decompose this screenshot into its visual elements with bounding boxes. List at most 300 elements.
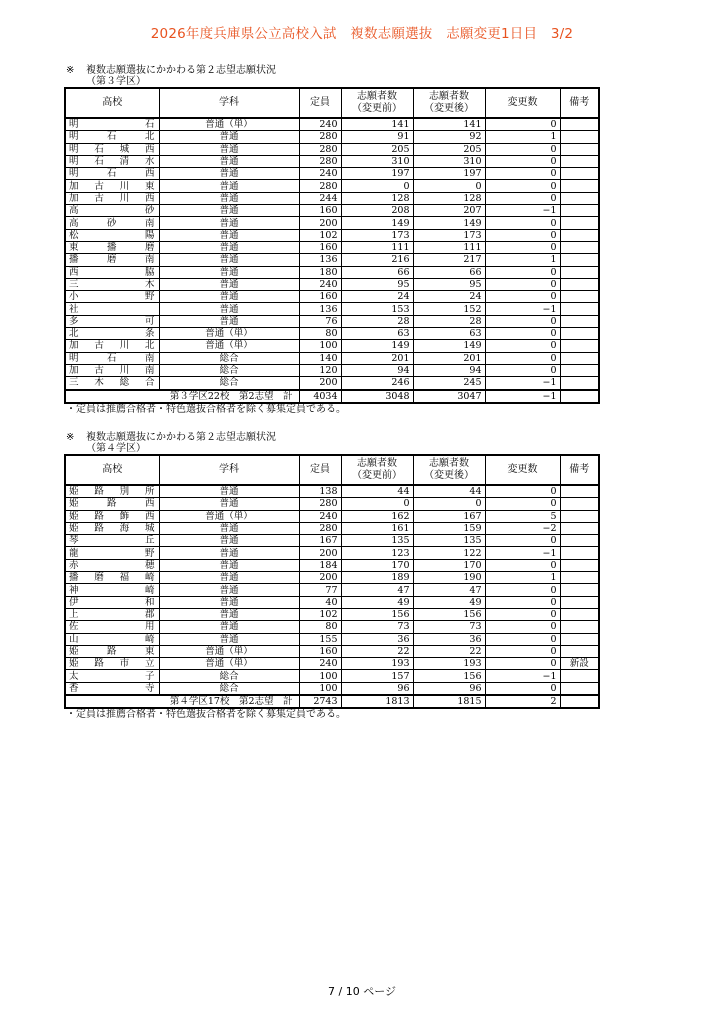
capacity-value: 102 bbox=[299, 229, 341, 241]
school-name: 姫路別所 bbox=[65, 485, 159, 498]
table-row bbox=[65, 498, 599, 510]
total-label: 第３学区22校 第2志望 計 bbox=[65, 390, 299, 403]
after-value: 111 bbox=[413, 241, 485, 253]
total-after: 3047 bbox=[413, 390, 485, 403]
note-mark: ※ bbox=[66, 432, 75, 443]
note-value bbox=[560, 682, 599, 695]
capacity-value: 200 bbox=[299, 572, 341, 584]
before-value: 153 bbox=[341, 303, 413, 315]
column-after-line2: （変更後） bbox=[424, 103, 474, 114]
after-value: 167 bbox=[413, 510, 485, 522]
school-name: 龍野 bbox=[65, 547, 159, 559]
course-name: 普通（単） bbox=[159, 645, 299, 657]
change-value: 0 bbox=[485, 217, 560, 229]
change-value: 0 bbox=[485, 192, 560, 204]
note-value bbox=[560, 510, 599, 522]
school-name: 明石南 bbox=[65, 352, 159, 364]
school-name: 明石西 bbox=[65, 168, 159, 180]
after-value: 159 bbox=[413, 522, 485, 534]
total-change: 2 bbox=[485, 695, 560, 708]
note-value bbox=[560, 547, 599, 559]
after-value: 0 bbox=[413, 180, 485, 192]
note-value bbox=[560, 254, 599, 266]
course-name: 普通（単） bbox=[159, 340, 299, 352]
table-row bbox=[65, 682, 599, 695]
table-row bbox=[65, 155, 599, 167]
column-before-line2: （変更前） bbox=[352, 470, 402, 481]
change-value: −1 bbox=[485, 205, 560, 217]
course-name: 普通 bbox=[159, 131, 299, 143]
change-value: 0 bbox=[485, 155, 560, 167]
change-value: −2 bbox=[485, 522, 560, 534]
course-name: 普通 bbox=[159, 535, 299, 547]
after-value: 28 bbox=[413, 315, 485, 327]
before-value: 141 bbox=[341, 118, 413, 131]
total-row bbox=[65, 695, 599, 708]
before-value: 96 bbox=[341, 682, 413, 695]
header-row bbox=[65, 88, 599, 118]
change-value: 0 bbox=[485, 278, 560, 290]
total-note bbox=[560, 390, 599, 403]
before-value: 208 bbox=[341, 205, 413, 217]
school-name: 明石城西 bbox=[65, 143, 159, 155]
course-name: 普通 bbox=[159, 192, 299, 204]
note-value bbox=[560, 608, 599, 620]
after-value: 63 bbox=[413, 328, 485, 340]
change-value: 0 bbox=[485, 340, 560, 352]
note-value bbox=[560, 498, 599, 510]
after-value: 156 bbox=[413, 608, 485, 620]
school-name: 播磨南 bbox=[65, 254, 159, 266]
column-note: 備考 bbox=[560, 455, 599, 485]
after-value: 245 bbox=[413, 377, 485, 390]
column-after-line2: （変更後） bbox=[424, 470, 474, 481]
capacity-value: 76 bbox=[299, 315, 341, 327]
capacity-value: 136 bbox=[299, 303, 341, 315]
column-change: 変更数 bbox=[485, 455, 560, 485]
table-row bbox=[65, 559, 599, 571]
column-change: 変更数 bbox=[485, 88, 560, 118]
table-body bbox=[65, 485, 599, 708]
before-value: 0 bbox=[341, 180, 413, 192]
capacity-value: 138 bbox=[299, 485, 341, 498]
capacity-value: 160 bbox=[299, 291, 341, 303]
capacity-value: 140 bbox=[299, 352, 341, 364]
table-row bbox=[65, 180, 599, 192]
capacity-value: 155 bbox=[299, 633, 341, 645]
before-value: 149 bbox=[341, 217, 413, 229]
course-name: 普通 bbox=[159, 572, 299, 584]
note-value bbox=[560, 303, 599, 315]
capacity-value: 280 bbox=[299, 143, 341, 155]
after-value: 24 bbox=[413, 291, 485, 303]
course-name: 普通 bbox=[159, 180, 299, 192]
school-name: 姫路市立 bbox=[65, 658, 159, 670]
after-value: 66 bbox=[413, 266, 485, 278]
capacity-value: 167 bbox=[299, 535, 341, 547]
capacity-value: 100 bbox=[299, 670, 341, 682]
after-value: 94 bbox=[413, 364, 485, 376]
total-after: 1815 bbox=[413, 695, 485, 708]
total-capacity: 2743 bbox=[299, 695, 341, 708]
change-value: 0 bbox=[485, 143, 560, 155]
table-row bbox=[65, 377, 599, 390]
note-value bbox=[560, 168, 599, 180]
table-row bbox=[65, 584, 599, 596]
table-row bbox=[65, 621, 599, 633]
after-value: 135 bbox=[413, 535, 485, 547]
capacity-value: 280 bbox=[299, 155, 341, 167]
note-value bbox=[560, 535, 599, 547]
note-value bbox=[560, 377, 599, 390]
column-before-line2: （変更前） bbox=[352, 103, 402, 114]
applicants-table bbox=[64, 87, 600, 404]
column-school: 高校 bbox=[65, 455, 159, 485]
change-value: −1 bbox=[485, 670, 560, 682]
course-name: 総合 bbox=[159, 377, 299, 390]
total-before: 1813 bbox=[341, 695, 413, 708]
capacity-value: 136 bbox=[299, 254, 341, 266]
course-name: 普通 bbox=[159, 315, 299, 327]
total-before: 3048 bbox=[341, 390, 413, 403]
before-value: 246 bbox=[341, 377, 413, 390]
after-value: 201 bbox=[413, 352, 485, 364]
after-value: 170 bbox=[413, 559, 485, 571]
school-name: 松陽 bbox=[65, 229, 159, 241]
school-name: 高砂 bbox=[65, 205, 159, 217]
change-value: 1 bbox=[485, 131, 560, 143]
note-value bbox=[560, 131, 599, 143]
capacity-value: 80 bbox=[299, 328, 341, 340]
school-name: 東播磨 bbox=[65, 241, 159, 253]
table-row bbox=[65, 608, 599, 620]
column-before-line1: 志願者数 bbox=[357, 91, 397, 102]
after-value: 22 bbox=[413, 645, 485, 657]
note-value bbox=[560, 180, 599, 192]
applicants-table bbox=[64, 454, 600, 709]
school-name: 三木 bbox=[65, 278, 159, 290]
after-value: 122 bbox=[413, 547, 485, 559]
table-row bbox=[65, 303, 599, 315]
after-value: 190 bbox=[413, 572, 485, 584]
note-value bbox=[560, 205, 599, 217]
course-name: 普通 bbox=[159, 143, 299, 155]
table-row bbox=[65, 131, 599, 143]
change-value: 0 bbox=[485, 328, 560, 340]
capacity-value: 77 bbox=[299, 584, 341, 596]
table-row bbox=[65, 143, 599, 155]
after-value: 95 bbox=[413, 278, 485, 290]
after-value: 49 bbox=[413, 596, 485, 608]
table-row bbox=[65, 596, 599, 608]
page-number: 7 / 10 ページ bbox=[328, 985, 396, 998]
note-mark: ※ bbox=[66, 65, 75, 76]
before-value: 63 bbox=[341, 328, 413, 340]
school-name: 高砂南 bbox=[65, 217, 159, 229]
before-value: 73 bbox=[341, 621, 413, 633]
after-value: 205 bbox=[413, 143, 485, 155]
school-name: 佐用 bbox=[65, 621, 159, 633]
course-name: 普通 bbox=[159, 303, 299, 315]
capacity-value: 240 bbox=[299, 118, 341, 131]
table-row bbox=[65, 352, 599, 364]
course-name: 普通 bbox=[159, 168, 299, 180]
capacity-value: 80 bbox=[299, 621, 341, 633]
table-row bbox=[65, 266, 599, 278]
total-capacity: 4034 bbox=[299, 390, 341, 403]
after-value: 156 bbox=[413, 670, 485, 682]
capacity-value: 280 bbox=[299, 180, 341, 192]
change-value: 0 bbox=[485, 535, 560, 547]
note-value bbox=[560, 572, 599, 584]
change-value: 1 bbox=[485, 572, 560, 584]
capacity-value: 200 bbox=[299, 547, 341, 559]
table-row bbox=[65, 118, 599, 131]
capacity-value: 40 bbox=[299, 596, 341, 608]
after-value: 149 bbox=[413, 340, 485, 352]
column-after-line1: 志願者数 bbox=[429, 458, 469, 469]
table-row bbox=[65, 328, 599, 340]
note-value bbox=[560, 155, 599, 167]
note-value bbox=[560, 291, 599, 303]
note-value bbox=[560, 485, 599, 498]
table-row bbox=[65, 168, 599, 180]
before-value: 201 bbox=[341, 352, 413, 364]
change-value: 0 bbox=[485, 559, 560, 571]
note-value bbox=[560, 364, 599, 376]
district-subtitle: （第３学区） bbox=[86, 75, 146, 87]
school-name: 琴丘 bbox=[65, 535, 159, 547]
before-value: 28 bbox=[341, 315, 413, 327]
school-name: 西脇 bbox=[65, 266, 159, 278]
course-name: 普通（単） bbox=[159, 510, 299, 522]
note-value bbox=[560, 584, 599, 596]
school-name: 加古川西 bbox=[65, 192, 159, 204]
note-value bbox=[560, 143, 599, 155]
change-value: 0 bbox=[485, 682, 560, 695]
after-value: 47 bbox=[413, 584, 485, 596]
before-value: 173 bbox=[341, 229, 413, 241]
before-value: 157 bbox=[341, 670, 413, 682]
column-before bbox=[341, 455, 413, 485]
column-course: 学科 bbox=[159, 455, 299, 485]
course-name: 普通 bbox=[159, 217, 299, 229]
table-row bbox=[65, 633, 599, 645]
before-value: 94 bbox=[341, 364, 413, 376]
table-row bbox=[65, 670, 599, 682]
change-value: 0 bbox=[485, 291, 560, 303]
course-name: 普通 bbox=[159, 596, 299, 608]
table-row bbox=[65, 340, 599, 352]
school-name: 姫路海城 bbox=[65, 522, 159, 534]
note-value bbox=[560, 328, 599, 340]
capacity-value: 100 bbox=[299, 682, 341, 695]
change-value: 1 bbox=[485, 254, 560, 266]
after-value: 149 bbox=[413, 217, 485, 229]
before-value: 170 bbox=[341, 559, 413, 571]
change-value: 5 bbox=[485, 510, 560, 522]
school-name: 姫路飾西 bbox=[65, 510, 159, 522]
school-name: 明石 bbox=[65, 118, 159, 131]
capacity-value: 180 bbox=[299, 266, 341, 278]
before-value: 24 bbox=[341, 291, 413, 303]
after-value: 152 bbox=[413, 303, 485, 315]
table-row bbox=[65, 485, 599, 498]
capacity-value: 240 bbox=[299, 658, 341, 670]
note-value bbox=[560, 621, 599, 633]
capacity-value: 240 bbox=[299, 278, 341, 290]
district-3-section bbox=[64, 66, 598, 416]
column-note: 備考 bbox=[560, 88, 599, 118]
school-name: 多可 bbox=[65, 315, 159, 327]
section-note bbox=[64, 66, 598, 77]
after-value: 207 bbox=[413, 205, 485, 217]
before-value: 197 bbox=[341, 168, 413, 180]
change-value: 0 bbox=[485, 364, 560, 376]
table-row bbox=[65, 217, 599, 229]
course-name: 普通 bbox=[159, 621, 299, 633]
capacity-value: 240 bbox=[299, 510, 341, 522]
capacity-value: 160 bbox=[299, 645, 341, 657]
column-after bbox=[413, 455, 485, 485]
table-row bbox=[65, 364, 599, 376]
note-value bbox=[560, 340, 599, 352]
school-name: 北条 bbox=[65, 328, 159, 340]
course-name: 普通（単） bbox=[159, 118, 299, 131]
course-name: 総合 bbox=[159, 352, 299, 364]
change-value: 0 bbox=[485, 596, 560, 608]
header-row bbox=[65, 455, 599, 485]
school-name: 三木総合 bbox=[65, 377, 159, 390]
change-value: 0 bbox=[485, 352, 560, 364]
table-row bbox=[65, 192, 599, 204]
table-row bbox=[65, 510, 599, 522]
table-row bbox=[65, 572, 599, 584]
after-value: 44 bbox=[413, 485, 485, 498]
before-value: 49 bbox=[341, 596, 413, 608]
note-value bbox=[560, 596, 599, 608]
total-row bbox=[65, 390, 599, 403]
before-value: 91 bbox=[341, 131, 413, 143]
capacity-value: 280 bbox=[299, 131, 341, 143]
change-value: 0 bbox=[485, 621, 560, 633]
school-name: 山崎 bbox=[65, 633, 159, 645]
note-value bbox=[560, 217, 599, 229]
course-name: 普通 bbox=[159, 498, 299, 510]
course-name: 普通 bbox=[159, 254, 299, 266]
note-value bbox=[560, 241, 599, 253]
school-name: 姫路西 bbox=[65, 498, 159, 510]
after-value: 36 bbox=[413, 633, 485, 645]
before-value: 66 bbox=[341, 266, 413, 278]
before-value: 205 bbox=[341, 143, 413, 155]
section-note bbox=[64, 433, 598, 444]
table-header bbox=[65, 455, 599, 485]
change-value: 0 bbox=[485, 633, 560, 645]
capacity-value: 100 bbox=[299, 340, 341, 352]
before-value: 44 bbox=[341, 485, 413, 498]
before-value: 149 bbox=[341, 340, 413, 352]
after-value: 173 bbox=[413, 229, 485, 241]
page-title: 2026年度兵庫県公立高校入試 複数志願選抜 志願変更1日目 3/2 bbox=[150, 26, 574, 42]
capacity-value: 120 bbox=[299, 364, 341, 376]
school-name: 姫路東 bbox=[65, 645, 159, 657]
note-value bbox=[560, 192, 599, 204]
capacity-value: 280 bbox=[299, 522, 341, 534]
course-name: 普通 bbox=[159, 266, 299, 278]
table-body bbox=[65, 118, 599, 403]
course-name: 普通 bbox=[159, 522, 299, 534]
after-value: 141 bbox=[413, 118, 485, 131]
capacity-value: 160 bbox=[299, 241, 341, 253]
capacity-value: 200 bbox=[299, 377, 341, 390]
change-value: 0 bbox=[485, 498, 560, 510]
before-value: 156 bbox=[341, 608, 413, 620]
change-value: 0 bbox=[485, 229, 560, 241]
before-value: 111 bbox=[341, 241, 413, 253]
district-subtitle: （第４学区） bbox=[86, 442, 146, 454]
section-note-text: 複数志願選抜にかかわる第２志望志願状況 bbox=[86, 65, 276, 76]
course-name: 普通 bbox=[159, 547, 299, 559]
course-name: 普通 bbox=[159, 155, 299, 167]
column-before-line1: 志願者数 bbox=[357, 458, 397, 469]
course-name: 普通 bbox=[159, 205, 299, 217]
before-value: 95 bbox=[341, 278, 413, 290]
note-value bbox=[560, 670, 599, 682]
school-name: 明石北 bbox=[65, 131, 159, 143]
before-value: 22 bbox=[341, 645, 413, 657]
after-value: 128 bbox=[413, 192, 485, 204]
course-name: 普通 bbox=[159, 485, 299, 498]
footnote: ・定員は推薦合格者・特色選抜合格者を除く募集定員である。 bbox=[66, 403, 346, 415]
change-value: 0 bbox=[485, 118, 560, 131]
table-header bbox=[65, 88, 599, 118]
section-note-text: 複数志願選抜にかかわる第２志望志願状況 bbox=[86, 432, 276, 443]
note-value bbox=[560, 559, 599, 571]
course-name: 総合 bbox=[159, 670, 299, 682]
before-value: 135 bbox=[341, 535, 413, 547]
change-value: −1 bbox=[485, 547, 560, 559]
course-name: 普通（単） bbox=[159, 328, 299, 340]
capacity-value: 160 bbox=[299, 205, 341, 217]
total-change: −1 bbox=[485, 390, 560, 403]
change-value: 0 bbox=[485, 584, 560, 596]
note-value bbox=[560, 315, 599, 327]
table-row bbox=[65, 254, 599, 266]
school-name: 赤穂 bbox=[65, 559, 159, 571]
change-value: 0 bbox=[485, 608, 560, 620]
course-name: 普通 bbox=[159, 291, 299, 303]
table-row bbox=[65, 535, 599, 547]
course-name: 普通 bbox=[159, 229, 299, 241]
capacity-value: 200 bbox=[299, 217, 341, 229]
column-capacity: 定員 bbox=[299, 455, 341, 485]
before-value: 128 bbox=[341, 192, 413, 204]
note-value bbox=[560, 278, 599, 290]
before-value: 193 bbox=[341, 658, 413, 670]
note-value bbox=[560, 633, 599, 645]
footnote: ・定員は推薦合格者・特色選抜合格者を除く募集定員である。 bbox=[66, 709, 346, 721]
table-row bbox=[65, 658, 599, 670]
change-value: 0 bbox=[485, 485, 560, 498]
after-value: 92 bbox=[413, 131, 485, 143]
note-value bbox=[560, 645, 599, 657]
district-4-section bbox=[64, 433, 598, 721]
note-value bbox=[560, 118, 599, 131]
table-row bbox=[65, 315, 599, 327]
course-name: 総合 bbox=[159, 682, 299, 695]
after-value: 217 bbox=[413, 254, 485, 266]
